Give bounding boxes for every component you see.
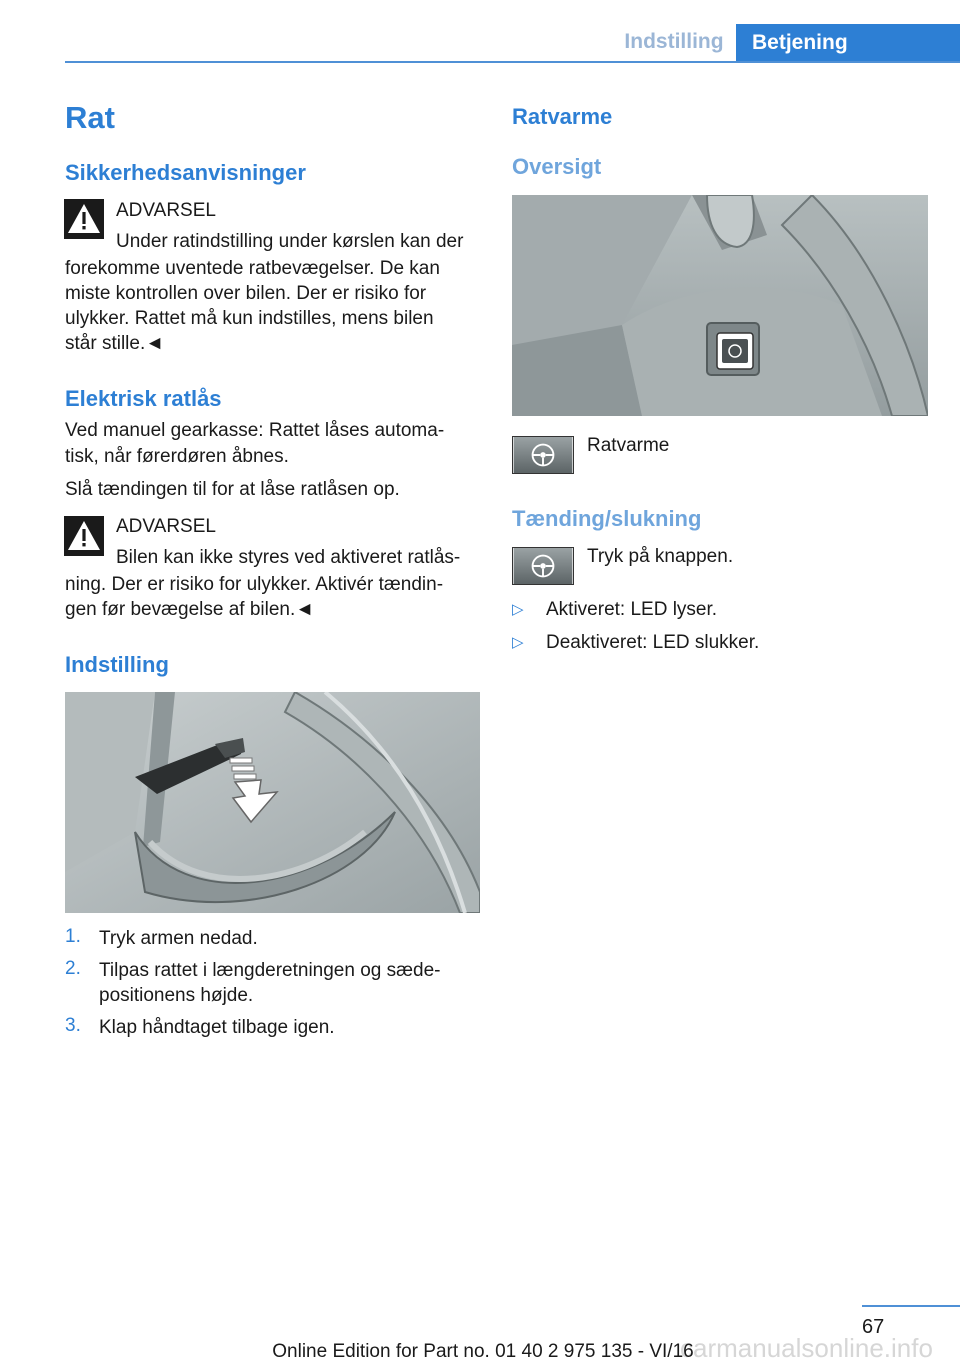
- warning-triangle-icon: [64, 516, 104, 556]
- safety-heading: Sikkerhedsanvisninger: [65, 160, 306, 185]
- footer-rule: [862, 1305, 960, 1307]
- lock-text-line: Slå tændingen til for at låse ratlåsen op.: [65, 479, 400, 500]
- step-text: Tilpas rattet i længderetningen og sæde-: [99, 960, 441, 981]
- steering-wheel-heat-icon: [512, 436, 574, 474]
- warning-label: ADVARSEL: [116, 200, 216, 221]
- warning-text-line: ulykker. Rattet må kun indstilles, mens bilen: [65, 308, 434, 329]
- warning-text-line: gen før bevægelse af bilen.◄: [65, 599, 315, 620]
- watermark: carmanualsonline.info: [680, 1333, 933, 1363]
- press-button-text: Tryk på knappen.: [587, 546, 734, 567]
- bullet-text: Aktiveret: LED lyser.: [546, 599, 718, 620]
- warning-text-line: forekomme uventede ratbevægelser. De kan: [65, 258, 440, 279]
- warning-text-line: Bilen kan ikke styres ved aktiveret ratlås-: [116, 547, 461, 568]
- step-number: 2.: [65, 958, 81, 979]
- footer-edition: Online Edition for Part no. 01 40 2 975 135 - VI/16: [272, 1341, 694, 1362]
- header-rule: [65, 61, 960, 63]
- steering-heat-button-location-image: [512, 195, 928, 416]
- step-text: Tryk armen nedad.: [99, 928, 258, 949]
- lock-text-line: Ved manuel gearkasse: Rattet låses automa-: [65, 420, 445, 441]
- warning-text-line: ning. Der er risiko for ulykker. Aktivér tændin-: [65, 574, 444, 595]
- warning-text-line: står stille.◄: [65, 333, 165, 354]
- steering-column-lever-image: [65, 692, 480, 913]
- bullet-triangle-icon: ▷: [512, 601, 524, 618]
- header-chapter-tab: Betjening: [736, 24, 960, 62]
- onoff-heading: Tænding/slukning: [512, 506, 702, 531]
- page-title: Rat: [65, 100, 115, 135]
- step-text: positionens højde.: [99, 985, 254, 1006]
- warning-text-line: Under ratindstilling under kørslen kan der: [116, 231, 464, 252]
- adjust-heading: Indstilling: [65, 652, 169, 677]
- warning-text-line: miste kontrollen over bilen. Der er risiko for: [65, 283, 427, 304]
- bullet-text: Deaktiveret: LED slukker.: [546, 632, 760, 653]
- heat-button-label: Ratvarme: [587, 435, 670, 456]
- steering-wheel-heat-icon: [512, 547, 574, 585]
- overview-heading: Oversigt: [512, 154, 602, 179]
- warning-label: ADVARSEL: [116, 516, 216, 537]
- bullet-triangle-icon: ▷: [512, 634, 524, 651]
- warning-triangle-icon: [64, 199, 104, 239]
- page-number: 67: [862, 1316, 885, 1338]
- lock-text-line: tisk, når førerdøren åbnes.: [65, 446, 289, 467]
- step-number: 1.: [65, 926, 81, 947]
- heat-heading: Ratvarme: [512, 104, 613, 129]
- step-number: 3.: [65, 1015, 81, 1036]
- lock-heading: Elektrisk ratlås: [65, 386, 222, 411]
- header-section-tab: Indstilling: [624, 30, 724, 53]
- step-text: Klap håndtaget tilbage igen.: [99, 1017, 335, 1038]
